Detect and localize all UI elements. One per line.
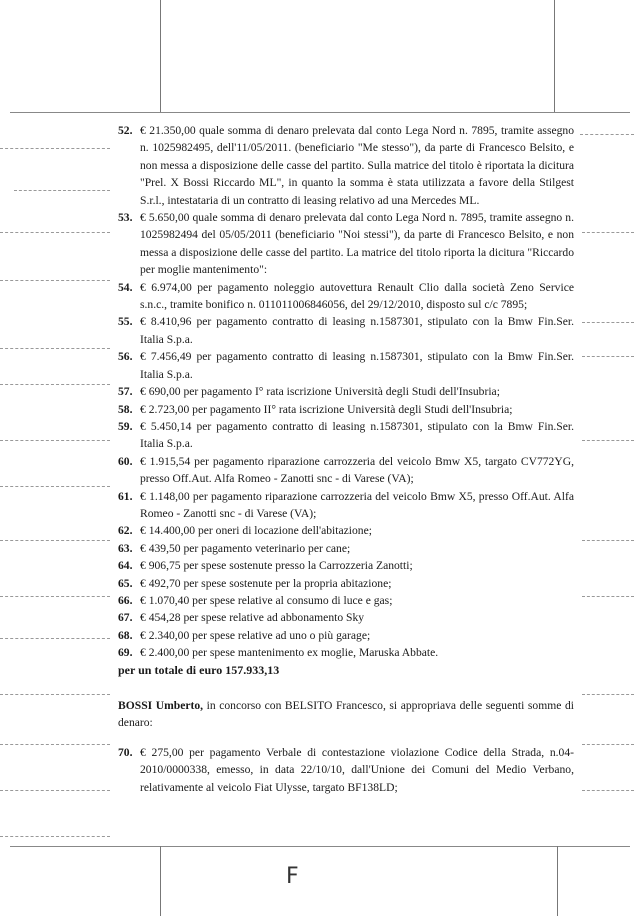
list-item [118, 557, 574, 574]
defendant-name: BOSSI Umberto, [118, 699, 204, 712]
margin-dash [0, 638, 110, 639]
intro-text: in concorso con BELSITO Francesco, si appropriava delle seguenti somme di denaro: [118, 699, 574, 730]
list-item [118, 609, 574, 626]
margin-dash [0, 694, 110, 695]
margin-dash [0, 790, 110, 791]
frame-line [10, 846, 630, 847]
margin-dash [0, 384, 110, 385]
item-text: € 690,00 per pagamento I° rata iscrizione Università degli Studi dell'Insubria; [140, 385, 500, 399]
handwritten-initial: F [286, 864, 299, 889]
list-item [118, 313, 574, 348]
item-text: € 5.450,14 per pagamento contratto di leasing n.1587301, stipulato con la Bmw Fin.Ser. Italia S.p.a. [140, 419, 574, 451]
margin-dash [582, 440, 634, 441]
item-number: 64. [118, 559, 133, 573]
item-text: € 6.974,00 per pagamento noleggio autovettura Renault Clio dalla società Zeno Service s.n.c., tramite bonifico n. 011011006846056, del 29/12/2010, disposto sul c/c 7895; [140, 280, 574, 312]
item-number: 53. [118, 211, 133, 225]
expense-list [118, 122, 574, 662]
document-body [118, 122, 574, 796]
item-number: 61. [118, 489, 133, 503]
list-item [118, 627, 574, 644]
margin-dash [582, 232, 634, 233]
margin-dash [0, 744, 110, 745]
item-text: € 1.148,00 per pagamento riparazione carrozzeria del veicolo Bmw X5, presso Off.Aut. Alfa Romeo - Zanotti snc - di Varese (VA); [140, 489, 574, 520]
margin-dash [0, 280, 110, 281]
item-number: 68. [118, 628, 133, 642]
item-number: 58. [118, 402, 133, 416]
list-item [118, 122, 574, 209]
margin-dash [0, 440, 110, 441]
margin-dash [582, 540, 634, 541]
frame-line [10, 112, 630, 113]
item-number: 67. [118, 611, 133, 625]
item-text: € 5.650,00 quale somma di denaro prelevata dal conto Lega Nord n. 7895, tramite assegno n. 1025982494 del 05/05/2011 (beneficiario "Noi stessi"), da parte di Francesco Belsito, e non messa a disposizione delle casse del partito. La matrice del titolo riporta la dicitura "Riccardo per moglie mantenimento": [140, 211, 574, 277]
list-item [118, 383, 574, 400]
item-text: € 8.410,96 per pagamento contratto di leasing n.1587301, stipulato con la Bmw Fin.Ser. Italia S.p.a. [140, 315, 574, 346]
item-text: € 275,00 per pagamento Verbale di contestazione violazione Codice della Strada, n.04-2010/0000338, emesso, in data 22/10/10, dall'Unione dei Comuni del Medio Verbano, relativamente al veicolo Fiat Ulysse, targato BF138LD; [140, 745, 574, 794]
item-number: 63. [118, 541, 133, 555]
item-text: € 1.070,40 per spese relative al consumo di luce e gas; [140, 593, 393, 607]
margin-dash [0, 540, 110, 541]
item-number: 54. [118, 280, 133, 294]
list-item [118, 644, 574, 661]
list-item [118, 744, 574, 796]
item-text: € 7.456,49 per pagamento contratto di leasing n.1587301, stipulato con la Bmw Fin.Ser. Italia S.p.a. [140, 350, 574, 381]
list-item [118, 348, 574, 383]
list-item [118, 401, 574, 418]
list-item [118, 575, 574, 592]
margin-dash [582, 322, 634, 323]
intro-paragraph [118, 697, 574, 732]
item-number: 57. [118, 385, 133, 399]
item-text: € 2.723,00 per pagamento II° rata iscrizione Università degli Studi dell'Insubria; [140, 402, 513, 416]
margin-dash [0, 836, 110, 837]
item-number: 59. [118, 419, 133, 433]
item-number: 69. [118, 646, 133, 660]
item-number: 60. [118, 454, 133, 468]
item-text: € 1.915,54 per pagamento riparazione carrozzeria del veicolo Bmw X5, targato CV772YG, presso Off.Aut. Alfa Romeo - Zanotti snc - di Varese (VA); [140, 454, 574, 486]
margin-dash [0, 232, 110, 233]
frame-line [557, 846, 558, 916]
list-item [118, 540, 574, 557]
item-number: 56. [118, 350, 133, 364]
margin-dash [0, 486, 110, 487]
frame-line [554, 0, 555, 112]
margin-dash [582, 744, 634, 745]
margin-dash [0, 348, 110, 349]
margin-dash [14, 190, 110, 191]
item-number: 65. [118, 576, 133, 590]
item-text: € 906,75 per spese sostenute presso la Carrozzeria Zanotti; [140, 559, 413, 573]
item-number: 70. [118, 745, 133, 759]
list-item [118, 488, 574, 523]
frame-line [160, 846, 161, 916]
margin-dash [580, 134, 634, 135]
item-text: € 2.400,00 per spese mantenimento ex moglie, Maruska Abbate. [140, 646, 439, 660]
item-text: € 439,50 per pagamento veterinario per cane; [140, 541, 351, 555]
margin-dash [582, 790, 634, 791]
item-number: 52. [118, 124, 133, 137]
margin-dash [582, 596, 634, 597]
item-text: € 21.350,00 quale somma di denaro prelevata dal conto Lega Nord n. 7895, tramite assegno n. 1025982495, dell'11/05/2011. (beneficiario "Me stesso"), da parte di Francesco Belsito, e non messa a disposizione delle casse del partito. Sulla matrice del titolo è riportata la dicitura "Prel. X Bossi Riccardo ML", in quanto la somma è stata utilizzata a favore della Stilgest S.r.l., intestataria di un contratto di leasing relativo ad una Mercedes ML. [140, 124, 574, 207]
list-item [118, 279, 574, 314]
item-number: 66. [118, 593, 133, 607]
item-text: € 14.400,00 per oneri di locazione dell'abitazione; [140, 524, 372, 538]
list-item [118, 453, 574, 488]
margin-dash [0, 148, 110, 149]
item-text: € 2.340,00 per spese relative ad uno o più garage; [140, 628, 371, 642]
total-line: per un totale di euro 157.933,13 [118, 662, 280, 677]
item-number: 55. [118, 315, 133, 329]
frame-line [160, 0, 161, 112]
item-text: € 492,70 per spese sostenute per la propria abitazione; [140, 576, 392, 590]
margin-dash [0, 596, 110, 597]
item-text: € 454,28 per spese relative ad abbonamento Sky [140, 611, 365, 625]
margin-dash [582, 356, 634, 357]
margin-dash [582, 694, 634, 695]
list-item [118, 592, 574, 609]
list-item [118, 209, 574, 279]
list-item [118, 522, 574, 539]
item-number: 62. [118, 524, 133, 538]
spacer [118, 732, 574, 744]
list-item [118, 418, 574, 453]
